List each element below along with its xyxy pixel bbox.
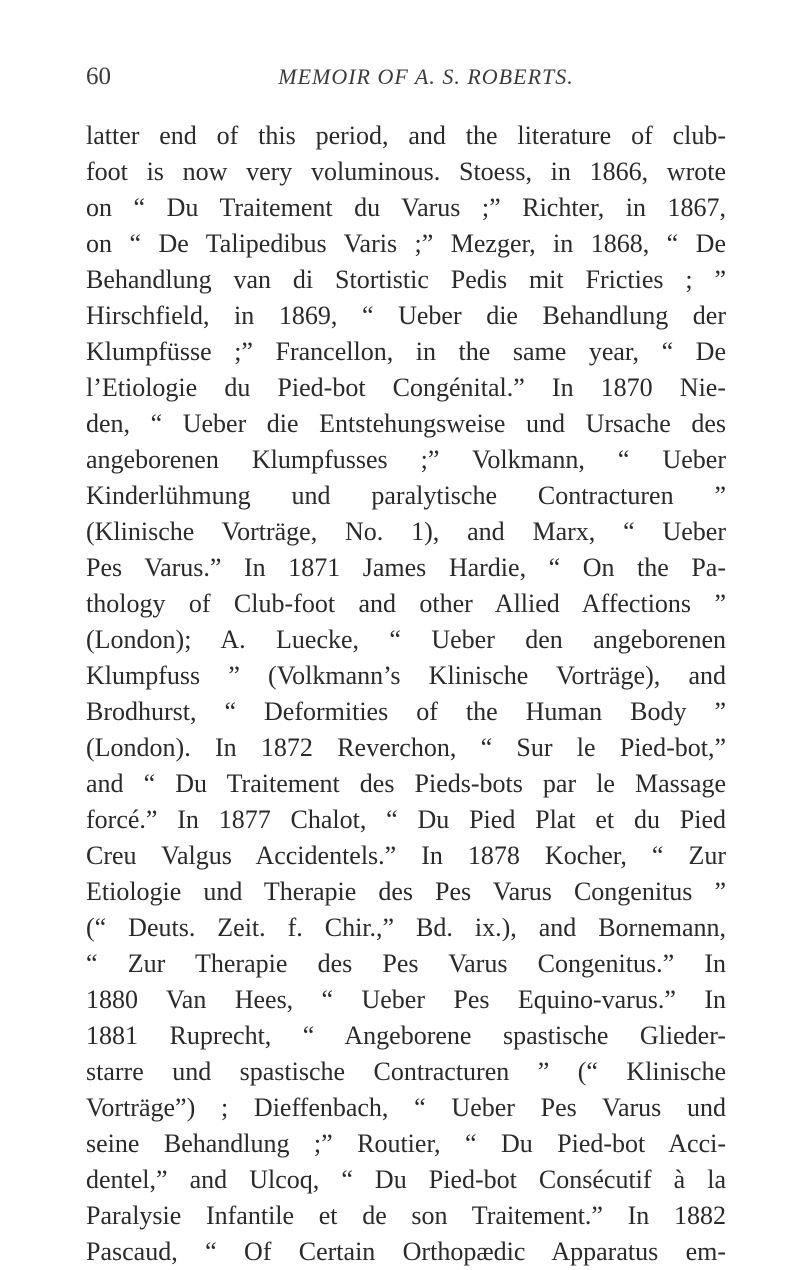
text-line: dentel,” and Ulcoq, “ Du Pied-bot Consécutif à la <box>86 1165 726 1194</box>
text-line: Pes Varus.” In 1871 James Hardie, “ On the Pa- <box>86 553 726 582</box>
text-line: Creu Valgus Accidentels.” In 1878 Kocher, “ Zur <box>86 841 726 870</box>
text-line: starre und spastische Contracturen ” (“ Klinische <box>86 1057 726 1086</box>
text-line: foot is now very voluminous. Stoess, in 1866, wrote <box>86 157 726 186</box>
text-line: Hirschfield, in 1869, “ Ueber die Behandlung der <box>86 301 726 330</box>
text-line: on “ De Talipedibus Varis ;” Mezger, in 1868, “ De <box>86 229 726 258</box>
text-line: seine Behandlung ;” Routier, “ Du Pied-bot Acci- <box>86 1129 726 1158</box>
text-line: (London); A. Luecke, “ Ueber den angeborenen <box>86 625 726 654</box>
text-line: (“ Deuts. Zeit. f. Chir.,” Bd. ix.), and Bornemann, <box>86 913 726 942</box>
text-line: on “ Du Traitement du Varus ;” Richter, in 1867, <box>86 193 726 222</box>
body-text <box>86 118 726 1270</box>
text-line: “ Zur Therapie des Pes Varus Congenitus.” In <box>86 949 726 978</box>
text-line: Vorträge”) ; Dieffenbach, “ Ueber Pes Varus und <box>86 1093 726 1122</box>
text-line: 1881 Ruprecht, “ Angeborene spastische Glieder- <box>86 1021 726 1050</box>
page-number: 60 <box>86 63 111 90</box>
text-line: Brodhurst, “ Deformities of the Human Body ” <box>86 697 726 726</box>
text-line: Klumpfüsse ;” Francellon, in the same year, “ De <box>86 337 726 366</box>
text-line: l’Etiologie du Pied-bot Congénital.” In 1870 Nie- <box>86 373 726 402</box>
text-line: and “ Du Traitement des Pieds-bots par le Massage <box>86 769 726 798</box>
running-title: MEMOIR OF A. S. ROBERTS. <box>278 64 574 89</box>
text-line: (Klinische Vorträge, No. 1), and Marx, “ Ueber <box>86 517 726 546</box>
text-line: angeborenen Klumpfusses ;” Volkmann, “ Ueber <box>86 445 726 474</box>
text-line: Behandlung van di Stortistic Pedis mit Fricties ; ” <box>86 265 726 294</box>
text-line: thology of Club-foot and other Allied Affections ” <box>86 589 726 618</box>
text-line: Klumpfuss ” (Volkmann’s Klinische Vorträge), and <box>86 661 726 690</box>
text-line: den, “ Ueber die Entstehungsweise und Ursache des <box>86 409 726 438</box>
text-line: Kinderlühmung und paralytische Contracturen ” <box>86 481 726 510</box>
text-line: forcé.” In 1877 Chalot, “ Du Pied Plat et du Pied <box>86 805 726 834</box>
text-line: 1880 Van Hees, “ Ueber Pes Equino-varus.” In <box>86 985 726 1014</box>
running-head <box>86 60 726 94</box>
text-line: (London). In 1872 Reverchon, “ Sur le Pied-bot,” <box>86 733 726 762</box>
text-line: Pascaud, “ Of Certain Orthopædic Apparatus em- <box>86 1237 726 1266</box>
text-line: Etiologie und Therapie des Pes Varus Congenitus ” <box>86 877 726 906</box>
text-line: Paralysie Infantile et de son Traitement.” In 1882 <box>86 1201 726 1230</box>
text-line: latter end of this period, and the literature of club- <box>86 121 726 150</box>
